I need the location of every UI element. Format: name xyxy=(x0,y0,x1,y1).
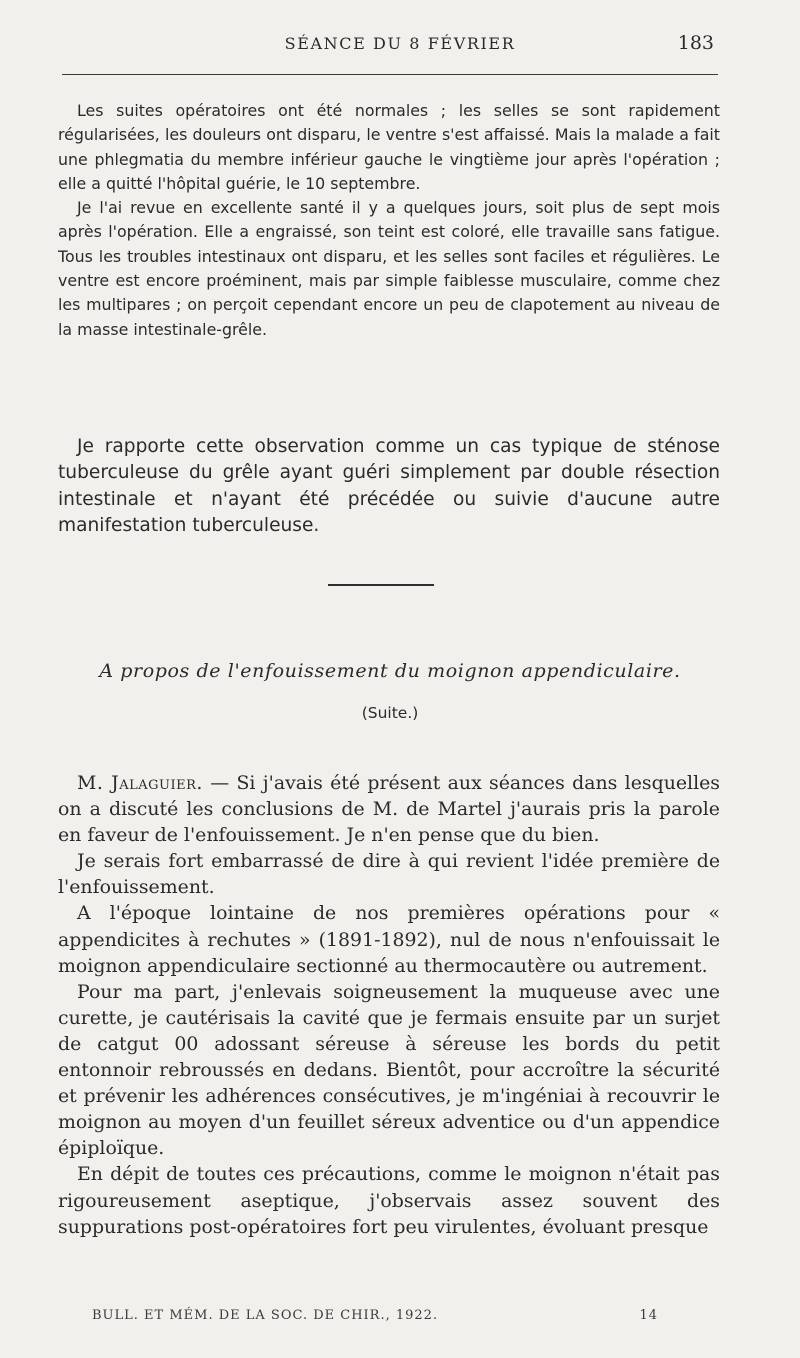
paragraph: A l'époque lointaine de nos premières opérations pour « appendicites à rechutes » (1891-1892), nul de nous n'enfouissait le moignon appendiculaire sectionné au thermocautère ou autrement. xyxy=(58,902,720,977)
page-number: 183 xyxy=(677,32,714,54)
signature-mark: 14 xyxy=(639,1308,658,1323)
article-subtitle: (Suite.) xyxy=(361,704,419,722)
paragraph: En dépit de toutes ces précautions, comme le moignon n'était pas rigoureusement aseptique, j'observais assez souvent des suppurations post-opératoires fort peu virulentes, évoluant presque xyxy=(58,1163,720,1238)
paragraph: Je l'ai revue en excellente santé il y a quelques jours, soit plus de sept mois après l'opération. Elle a engraissé, son teint est coloré, elle travaille sans fatigue. Tous les troubles intestinaux ont disparu, et les selles sont faciles et régulières. Le ventre est encore proéminent, mais par simple faiblesse musculaire, comme chez les multipares ; on perçoit cependant encore un peu de clapotement au niveau de la masse intestinale-grêle. xyxy=(58,198,720,339)
paragraph: Les suites opératoires ont été normales ; les selles se sont rapidement régularisées, les douleurs ont disparu, le ventre s'est affaissé. Mais la malade a fait une phlegmatia du membre inférieur gauche le vingtième jour après l'opération ; elle a quitté l'hôpital guérie, le 10 septembre. xyxy=(58,101,720,193)
running-head: SÉANCE DU 8 FÉVRIER xyxy=(284,34,516,53)
journal-reference: BULL. ET MÉM. DE LA SOC. DE CHIR., 1922. xyxy=(92,1308,439,1323)
previous-article-conclusion xyxy=(58,434,720,540)
author-name: M. Jalaguier. xyxy=(77,772,203,794)
page-footer xyxy=(92,1308,658,1323)
paragraph: Pour ma part, j'enlevais soigneusement la muqueuse avec une curette, je cautérisais la cavité que je fermais ensuite par un surjet de catgut 00 adossant séreuse à séreuse les bords du petit entonnoir rebroussés en dedans. Bientôt, pour accroître la sécurité et prévenir les adhérences consécutives, je m'ingéniai à recouvrir le moignon au moyen d'un feuillet séreux adventice ou d'un appendice épiploïque. xyxy=(58,980,720,1160)
paragraph xyxy=(58,770,720,848)
previous-article-text xyxy=(58,99,720,342)
article-title: A propos de l'enfouissement du moignon appendiculaire. xyxy=(99,660,681,682)
article-body xyxy=(58,770,720,1240)
paragraph: Je rapporte cette observation comme un cas typique de sténose tuberculeuse du grêle ayant guéri simplement par double résection intestinale et n'ayant été précédée ou suivie d'aucune autre manifestation tuberculeuse. xyxy=(58,436,720,537)
page-header xyxy=(0,32,800,62)
section-separator xyxy=(328,584,434,586)
paragraph: Je serais fort embarrassé de dire à qui revient l'idée première de l'enfouissement. xyxy=(58,850,720,899)
paragraph-text: — Si j'avais été présent aux séances dans lesquelles on a discuté les conclusions de M. de Martel j'aurais pris la parole en faveur de l'enfouissement. Je n'en pense que du bien. xyxy=(58,772,720,847)
header-rule xyxy=(62,74,718,75)
